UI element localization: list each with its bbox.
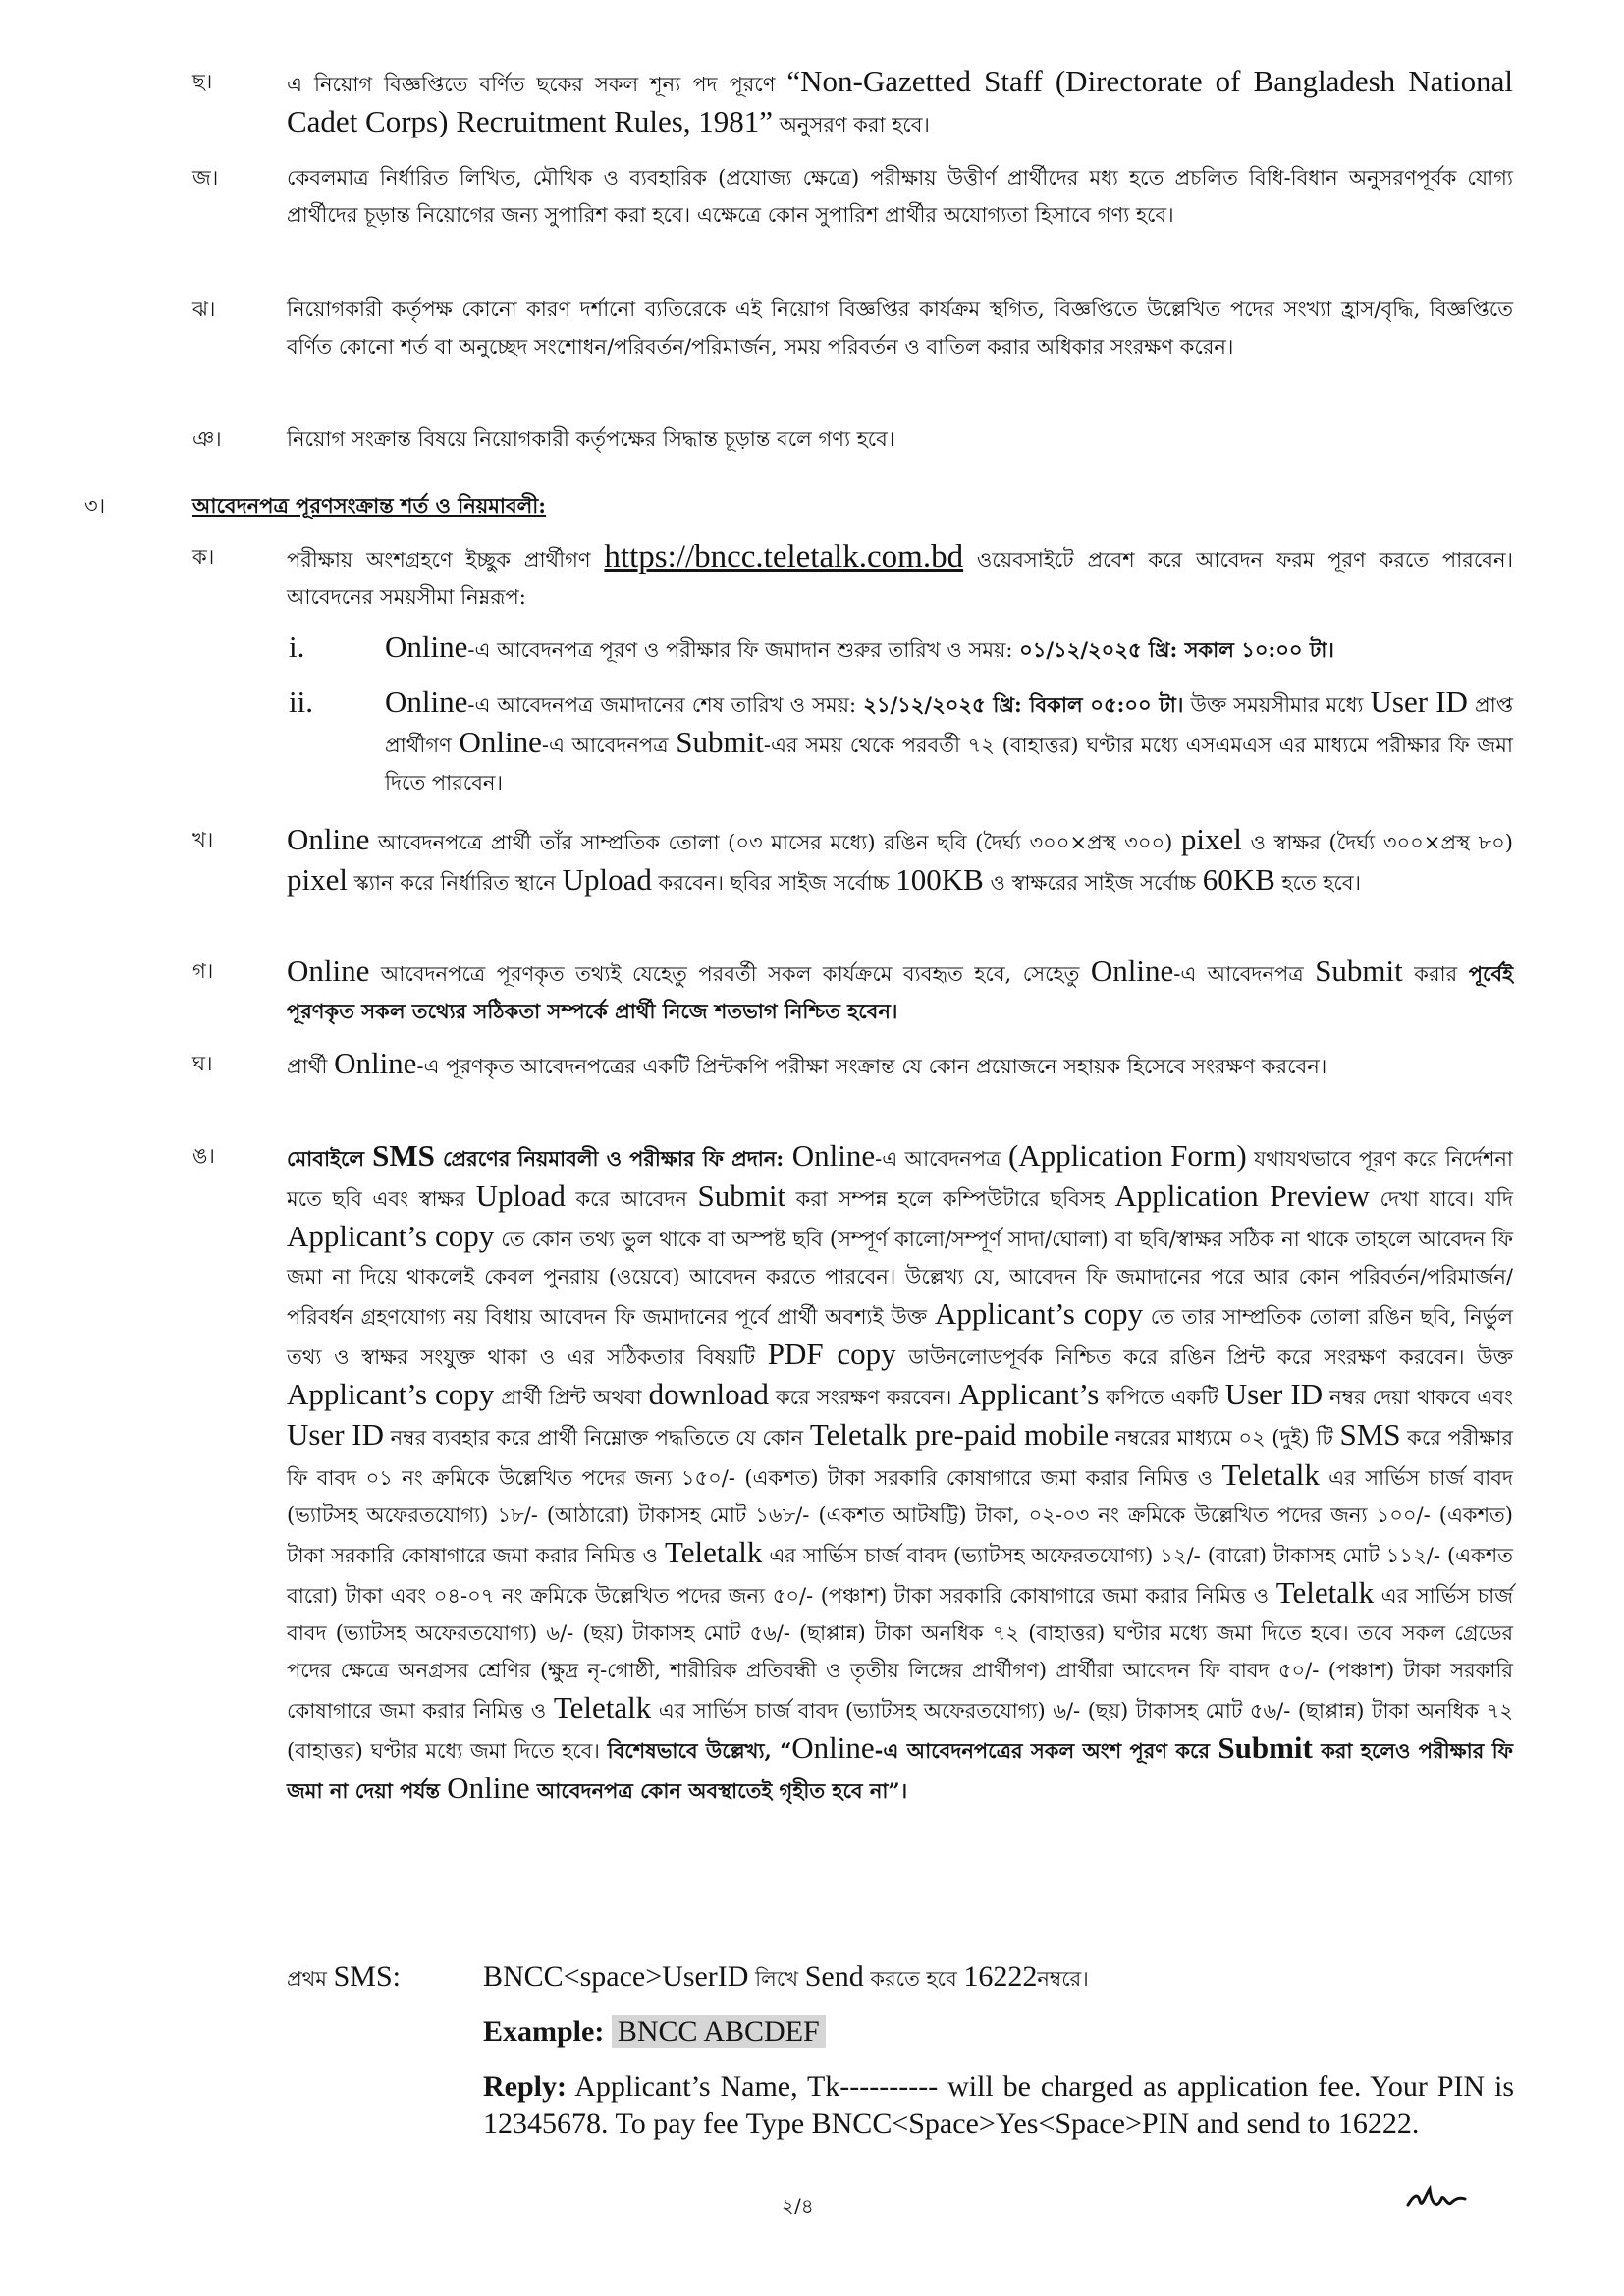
clause-marker: ঘ। (192, 1052, 213, 1075)
clause-chha (192, 63, 1513, 143)
sub-item-text: Online-এ আবেদনপত্র জমাদানের শেষ তারিখ ও সময়: ২১/১২/২০২৫ খ্রি: বিকাল ০৫:০০ টা। উক্ত সময়সীমার মধ্যে User ID প্রাপ্ত প্রার্থীগণ Online-এ আবেদনপত্র Submit-এর সময় থেকে পরবর্তী ৭২ (বাহাত্তর) ঘণ্টার মধ্যে এসএমএস এর মাধ্যমে পরীক্ষার ফি জমা দিতে পারবেন। (385, 684, 1514, 794)
section-heading: আবেদনপত্র পূরণসংক্রান্ত শর্ত ও নিয়মাবলী: (192, 493, 547, 518)
clause-marker: জ। (192, 166, 219, 190)
signature-mark (1404, 2175, 1473, 2214)
sms-reply: Reply: Applicant’s Name, Tk---------- will be charged as application fee. Your PIN is 12345678. To pay fee Type BNCC<Space>Yes<Space>PIN and send to 16222. (483, 2070, 1514, 2140)
sms-example: Example: BNCC ABCDEF (483, 2013, 826, 2050)
clause-marker: ঝ। (192, 298, 216, 321)
clause-text: কেবলমাত্র নির্ধারিত লিখিত, মৌখিক ও ব্যবহারিক (প্রযোজ্য ক্ষেত্রে) পরীক্ষায় উত্তীর্ণ প্রার্থীদের মধ্য হতে প্রচলিত বিধি-বিধান অনুসরণপূর্বক যোগ্য প্রার্থীদের চূড়ান্ত নিয়োগের জন্য সুপারিশ করা হবে। এক্ষেত্রে কোন সুপারিশ প্রার্থীর অযোগ্যতা হিসাবে গণ্য হবে। (287, 166, 1513, 227)
clause-ja (192, 159, 1513, 234)
clause-marker: গ। (192, 959, 214, 983)
section-number: ৩। (84, 494, 106, 518)
clause-uma (192, 1137, 1513, 1810)
sms-instruction: BNCC<space>UserID লিখে Send করতে হবে 16222নম্বরে। (483, 1960, 1089, 1993)
section-3 (84, 487, 1513, 524)
clause-marker: ছ। (192, 70, 213, 93)
clause-text: নিয়োগ সংক্রান্ত বিষয়ে নিয়োগকারী কর্তৃপক্ষের সিদ্ধান্ত চূড়ান্ত বলে গণ্য হবে। (287, 427, 895, 451)
clause-marker: ক। (192, 545, 215, 569)
clause-marker: খ। (192, 828, 214, 851)
example-highlight: BNCC ABCDEF (612, 2015, 826, 2048)
clause-ka (192, 538, 1513, 616)
sms-label: প্রথম SMS: (287, 1960, 402, 1993)
clause-text: মোবাইলে SMS প্রেরণের নিয়মাবলী ও পরীক্ষার ফি প্রদান: Online-এ আবেদনপত্র (Application Form) যথাযথভাবে পূরণ করে নির্দেশনা মতে ছবি এবং স্বাক্ষর Upload করে আবেদন Submit করা সম্পন্ন হলে কম্পিউটারে ছবিসহ Application Preview দেখা যাবে। যদি Applicant’s copy তে কোন তথ্য ভুল থাকে বা অস্পষ্ট ছবি (সম্পূর্ণ কালো/সম্পূর্ণ সাদা/ঘোলা) বা ছবি/স্বাক্ষর সঠিক না থাকে তাহলে আবেদন ফি জমা না দিয়ে থাকলেই কেবল পুনরায় (ওয়েবে) আবেদন করতে পারবেন। উল্লেখ্য যে, আবেদন ফি জমাদানের পরে আর কোন পরিবর্তন/পরিমার্জন/পরিবর্ধন গ্রহণযোগ্য নয় বিধায় আবেদন ফি জমাদানের পূর্বে প্রার্থী অবশ্যই উক্ত Applicant’s copy তে তার সাম্প্রতিক তোলা রঙিন ছবি, নির্ভুল তথ্য ও স্বাক্ষর সংযুক্ত থাকা ও এর সঠিকতার বিষয়টি PDF copy ডাউনলোডপূর্বক নিশ্চিত করে রঙিন প্রিন্ট করে সংরক্ষণ করবেন। উক্ত Applicant’s copy প্রার্থী প্রিন্ট অথবা download করে সংরক্ষণ করবেন। Applicant’s কপিতে একটি User ID নম্বর দেয়া থাকবে এবং User ID নম্বর ব্যবহার করে প্রার্থী নিম্নোক্ত পদ্ধতিতে যে কোন Teletalk pre-paid mobile নম্বরের মাধ্যমে ০২ (দুই) টি SMS করে পরীক্ষার ফি বাবদ ০১ নং ক্রমিকে উল্লেখিত পদের জন্য ১৫০/- (একশত) টাকা সরকারি কোষাগারে জমা করার নিমিত্ত ও Teletalk এর সার্ভিস চার্জ বাবদ (ভ্যাটসহ অফেরতযোগ্য) ১৮/- (আঠারো) টাকাসহ মোট ১৬৮/- (একশত আটষট্টি) টাকা, ০২-০৩ নং ক্রমিকে উল্লেখিত পদের জন্য ১০০/- (একশত) টাকা সরকারি কোষাগারে জমা করার নিমিত্ত ও Teletalk এর সার্ভিস চার্জ বাবদ (ভ্যাটসহ অফেরতযোগ্য) ১২/- (বারো) টাকাসহ মোট ১১২/- (একশত বারো) টাকা এবং ০৪-০৭ নং ক্রমিকে উল্লেখিত পদের জন্য ৫০/- (পঞ্চাশ) টাকা সরকারি কোষাগারে জমা করার নিমিত্ত ও Teletalk এর সার্ভিস চার্জ বাবদ (ভ্যাটসহ অফেরতযোগ্য) ৬/- (ছয়) টাকাসহ মোট ৫৬/- (ছাপ্পান্ন) টাকা অনধিক ৭২ (বাহাত্তর) ঘণ্টার মধ্যে জমা দিতে হবে। তবে সকল গ্রেডের পদের ক্ষেত্রে অনগ্রসর শ্রেণির (ক্ষুদ্র নৃ-গোষ্ঠী, শারীরিক প্রতিবন্ধী ও তৃতীয় লিঙ্গের প্রার্থীগণ) প্রার্থীরা আবেদন ফি বাবদ ৫০/- (পঞ্চাশ) টাকা সরকারি কোষাগারে জমা করার নিমিত্ত ও Teletalk এর সার্ভিস চার্জ বাবদ (ভ্যাটসহ অফেরতযোগ্য) ৬/- (ছয়) টাকাসহ মোট ৫৬/- (ছাপ্পান্ন) টাকা অনধিক ৭২ (বাহাত্তর) ঘণ্টার মধ্যে জমা দিতে হবে। বিশেষভাবে উল্লেখ্য, “Online-এ আবেদনপত্রের সকল অংশ পূরণ করে Submit করা হলেও পরীক্ষার ফি জমা না দেয়া পর্যন্ত Online আবেদনপত্র কোন অবস্থাতেই গৃহীত হবে না”। (287, 1138, 1514, 1805)
sub-item-marker: ii. (289, 684, 313, 719)
clause-text: পরীক্ষায় অংশগ্রহণে ইচ্ছুক প্রার্থীগণ https://bncc.teletalk.com.bd ওয়েবসাইটে প্রবেশ করে আবেদন ফরম পূরণ করতে পারবেন। আবেদনের সময়সীমা নিম্নরূপ: (287, 539, 1513, 609)
clause-text: Online আবেদনপত্রে প্রার্থী তাঁর সাম্প্রতিক তোলা (০৩ মাসের মধ্যে) রঙিন ছবি (দৈর্ঘ্য ৩০০×প্রস্থ ৩০০) pixel ও স্বাক্ষর (দৈর্ঘ্য ৩০০×প্রস্থ ৮০) pixel স্ক্যান করে নির্ধারিত স্থানে Upload করবেন। ছবির সাইজ সর্বোচ্চ 100KB ও স্বাক্ষরের সাইজ সর্বোচ্চ 60KB হতে হবে। (287, 822, 1514, 897)
sub-item-i (289, 629, 1513, 669)
clause-marker: ঙ। (192, 1144, 215, 1168)
clause-ga (192, 953, 1513, 1030)
page-number: ২/৪ (782, 2194, 814, 2217)
clause-nya (192, 420, 1513, 458)
clause-text: Online আবেদনপত্রে পূরণকৃত তথ্যই যেহেতু পরবর্তী সকল কার্যক্রমে ব্যবহৃত হবে, সেহেতু Online-এ আবেদনপত্র Submit করার পূর্বেই পূরণকৃত সকল তথ্যের সঠিকতা সম্পর্কে প্রার্থী নিজে শতভাগ নিশ্চিত হবেন। (287, 954, 1513, 1023)
clause-marker: ঞ। (192, 427, 222, 451)
clause-kha (192, 821, 1513, 902)
clause-gha (192, 1045, 1513, 1085)
clause-text: এ নিয়োগ বিজ্ঞপ্তিতে বর্ণিত ছকের সকল শূন্য পদ পূরণে “Non-Gazetted Staff (Directorate of Bangladesh National Cadet Corps) Recruitment Rules, 1981” অনুসরণ করা হবে। (287, 64, 1513, 138)
sub-item-marker: i. (289, 629, 305, 664)
website-link[interactable]: https://bncc.teletalk.com.bd (604, 539, 964, 574)
clause-text: নিয়োগকারী কর্তৃপক্ষ কোনো কারণ দর্শানো ব্যতিরেকে এই নিয়োগ বিজ্ঞপ্তির কার্যক্রম স্থগিত, বিজ্ঞপ্তিতে উল্লেখিত পদের সংখ্যা হ্রাস/বৃদ্ধি, বিজ্ঞপ্তিতে বর্ণিত কোনো শর্ত বা অনুচ্ছেদ সংশোধন/পরিবর্তন/পরিমার্জন, সময় পরিবর্তন ও বাতিল করার অধিকার সংরক্ষণ করেন। (287, 298, 1513, 358)
clause-text: প্রার্থী Online-এ পূরণকৃত আবেদনপত্রের একটি প্রিন্টকপি পরীক্ষা সংক্রান্ত যে কোন প্রয়োজনে সহায়ক হিসেবে সংরক্ষণ করবেন। (287, 1046, 1327, 1080)
sub-item-ii (289, 683, 1513, 801)
sub-item-text: Online-এ আবেদনপত্র পূরণ ও পরীক্ষার ফি জমাদান শুরুর তারিখ ও সময়: ০১/১২/২০২৫ খ্রি: সকাল ১০:০০ টা। (385, 629, 1334, 664)
clause-jha (192, 291, 1513, 365)
